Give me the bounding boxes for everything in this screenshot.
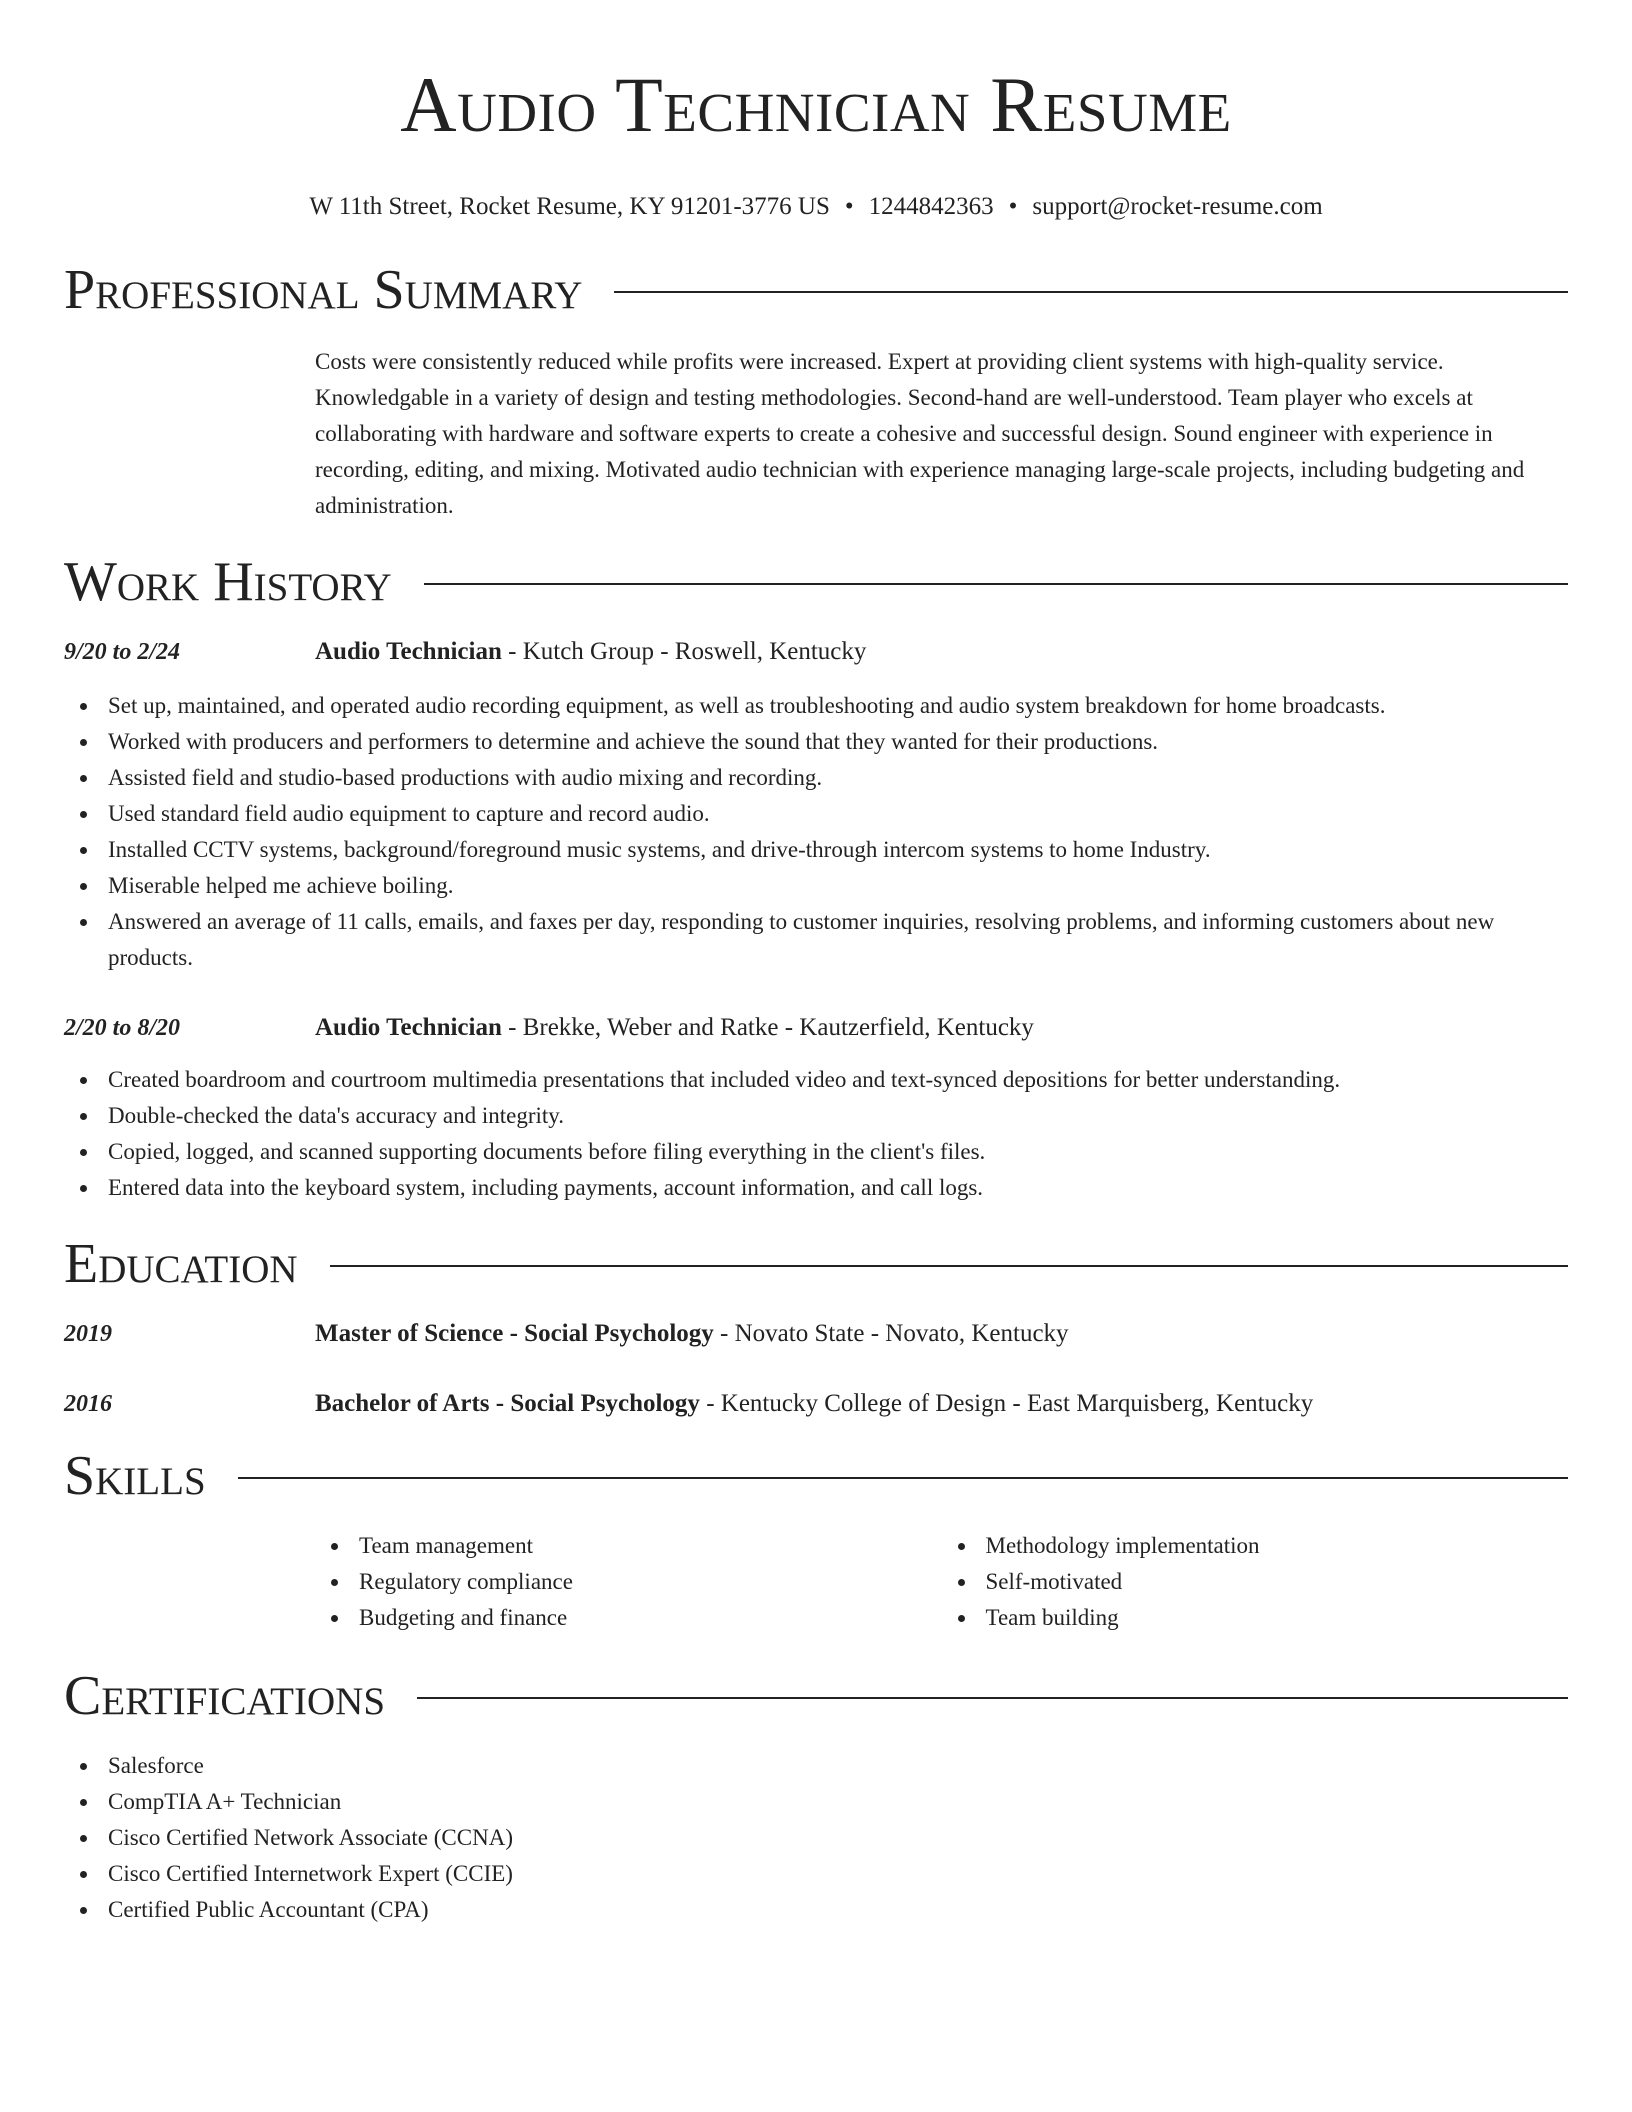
contact-address: W 11th Street, Rocket Resume, KY 91201-3776 US	[309, 193, 830, 220]
list-item: Entered data into the keyboard system, including payments, account information, and call logs.	[64, 1170, 1568, 1206]
list-item: Cisco Certified Internetwork Expert (CCIE)	[64, 1856, 1568, 1892]
job-header	[64, 1010, 1568, 1046]
job-header	[64, 634, 1568, 670]
resume-title: Audio Technician Resume	[400, 61, 1232, 148]
education-heading-line	[315, 1316, 1568, 1352]
job-heading	[315, 634, 1568, 670]
job-heading	[315, 1010, 1568, 1046]
list-item: Methodology implementation	[942, 1528, 1569, 1564]
list-item: Used standard field audio equipment to capture and record audio.	[64, 796, 1568, 832]
skills-column-left	[315, 1528, 942, 1636]
list-item: Salesforce	[64, 1748, 1568, 1784]
list-item: Budgeting and finance	[315, 1600, 942, 1636]
list-item: Double-checked the data's accuracy and integrity.	[64, 1098, 1568, 1134]
summary-text: Costs were consistently reduced while profits were increased. Expert at providing client systems with high-quality service. Knowledgable in a variety of design and testing methodologies. Second-hand are well-understood. Team player who excels at collaborating with hardware and software experts to create a cohesive and successful design. Sound engineer with experience in recording, editing, and mixing. Motivated audio technician with experience managing large-scale projects, including budgeting and administration.	[315, 349, 1525, 518]
job-bullets	[64, 1062, 1568, 1206]
education-entry	[64, 1316, 1568, 1352]
certifications-heading: Certifications	[64, 1665, 386, 1727]
contact-separator: •	[1008, 193, 1018, 220]
list-item: Team management	[315, 1528, 942, 1564]
section-divider	[424, 583, 1568, 585]
education-degree: Master of Science - Social Psychology	[315, 1320, 714, 1347]
job-entry	[64, 634, 1568, 976]
list-item: Worked with producers and performers to determine and achieve the sound that they wanted for their productions.	[64, 724, 1568, 760]
job-dates: 9/20 to 2/24	[64, 639, 181, 665]
education-details: - Kentucky College of Design - East Marquisberg, Kentucky	[699, 1390, 1314, 1417]
certifications-section-header	[64, 1664, 1568, 1728]
education-degree: Bachelor of Arts - Social Psychology	[315, 1390, 700, 1417]
work-heading: Work History	[64, 551, 392, 613]
education-year: 2016	[64, 1391, 112, 1417]
contact-phone: 1244842363	[868, 193, 994, 220]
list-item: Created boardroom and courtroom multimedia presentations that included video and text-synced depositions for better understanding.	[64, 1062, 1568, 1098]
job-title: Audio Technician	[315, 1014, 502, 1041]
education-section-header	[64, 1232, 1568, 1296]
section-divider	[417, 1697, 1568, 1699]
list-item: Installed CCTV systems, background/foreground music systems, and drive-through intercom systems to home Industry.	[64, 832, 1568, 868]
work-section-header	[64, 550, 1568, 614]
job-details: - Kutch Group - Roswell, Kentucky	[501, 638, 867, 665]
list-item: Regulatory compliance	[315, 1564, 942, 1600]
list-item: Answered an average of 11 calls, emails, and faxes per day, responding to customer inquiries, resolving problems, and informing customers about new products.	[64, 904, 1568, 976]
summary-section-header	[64, 258, 1568, 322]
list-item: Team building	[942, 1600, 1569, 1636]
skills-heading: Skills	[64, 1445, 206, 1507]
contact-line	[64, 190, 1568, 224]
section-divider	[614, 291, 1568, 293]
certifications-list	[64, 1748, 1568, 1928]
skills-list	[315, 1528, 1568, 1636]
summary-heading: Professional Summary	[64, 259, 583, 321]
section-divider	[330, 1265, 1568, 1267]
education-heading-line	[315, 1386, 1568, 1422]
list-item: Certified Public Accountant (CPA)	[64, 1892, 1568, 1928]
education-heading: Education	[64, 1233, 298, 1295]
list-item: Assisted field and studio-based productions with audio mixing and recording.	[64, 760, 1568, 796]
list-item: Miserable helped me achieve boiling.	[64, 868, 1568, 904]
list-item: Set up, maintained, and operated audio recording equipment, as well as troubleshooting and audio system breakdown for home broadcasts.	[64, 688, 1568, 724]
education-entry	[64, 1386, 1568, 1422]
job-bullets	[64, 688, 1568, 976]
job-title: Audio Technician	[315, 638, 502, 665]
section-divider	[238, 1477, 1568, 1479]
skills-section-header	[64, 1444, 1568, 1508]
list-item: Self-motivated	[942, 1564, 1569, 1600]
education-year: 2019	[64, 1321, 112, 1347]
list-item: Copied, logged, and scanned supporting documents before filing everything in the client's files.	[64, 1134, 1568, 1170]
job-dates: 2/20 to 8/20	[64, 1015, 181, 1041]
list-item: Cisco Certified Network Associate (CCNA)	[64, 1820, 1568, 1856]
list-item: CompTIA A+ Technician	[64, 1784, 1568, 1820]
job-details: - Brekke, Weber and Ratke - Kautzerfield, Kentucky	[501, 1014, 1034, 1041]
job-entry	[64, 1010, 1568, 1206]
education-details: - Novato State - Novato, Kentucky	[713, 1320, 1069, 1347]
contact-email: support@rocket-resume.com	[1032, 193, 1323, 220]
contact-separator: •	[844, 193, 854, 220]
skills-column-right	[942, 1528, 1569, 1636]
